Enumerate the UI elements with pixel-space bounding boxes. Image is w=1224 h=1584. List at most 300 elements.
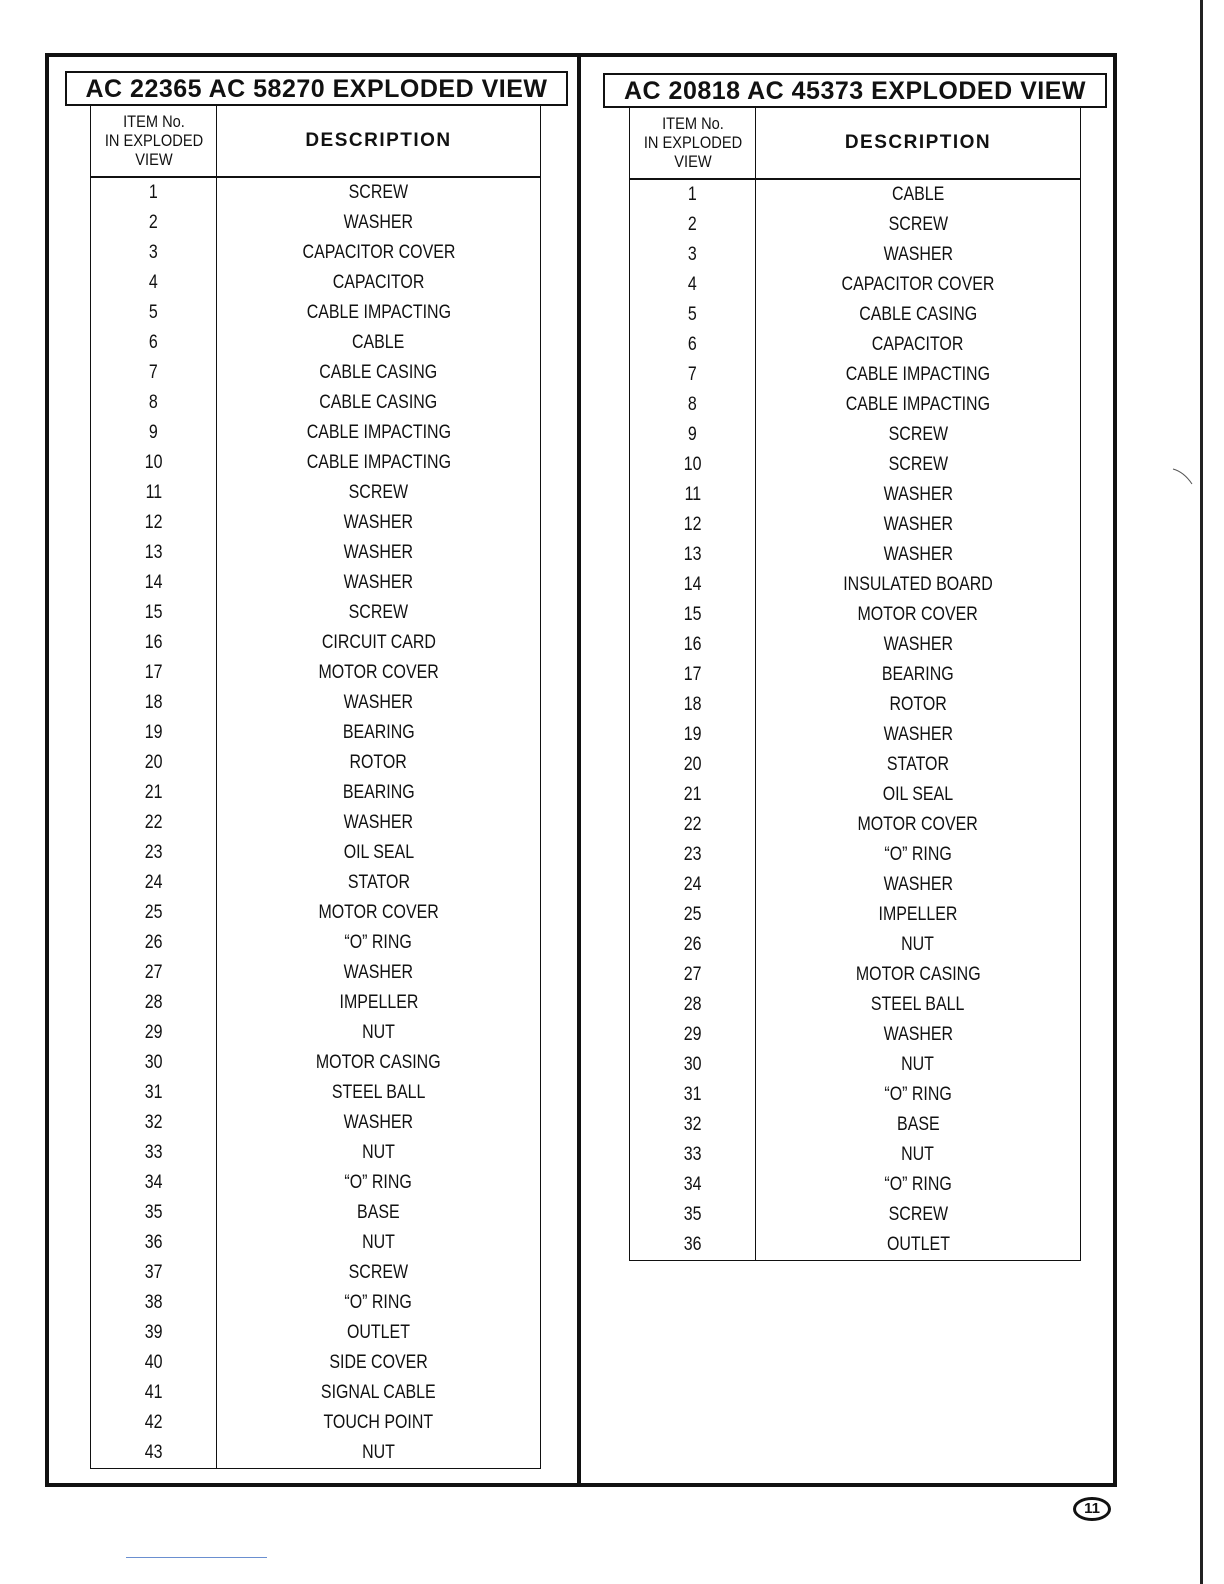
left-table-body: [91, 177, 541, 1469]
part-description: MOTOR CASING: [316, 1052, 441, 1073]
part-description: SIGNAL CABLE: [321, 1382, 436, 1403]
table-row: [630, 780, 1081, 810]
description-cell: [217, 688, 541, 718]
item-number-cell: [91, 1258, 217, 1288]
item-number-cell: [630, 1170, 756, 1200]
description-cell: [217, 838, 541, 868]
item-number: 12: [144, 512, 163, 533]
description-cell: [756, 1050, 1081, 1080]
item-number-cell: [91, 1168, 217, 1198]
part-description: NUT: [362, 1232, 395, 1253]
table-row: [91, 958, 541, 988]
part-description: CABLE IMPACTING: [306, 302, 451, 323]
part-description: MOTOR COVER: [857, 814, 979, 835]
left-panel-title: AC 22365 AC 58270 EXPLODED VIEW: [65, 71, 568, 106]
table-row: [91, 1078, 541, 1108]
table-row: [630, 360, 1081, 390]
part-description: BASE: [357, 1202, 400, 1223]
part-description: WASHER: [343, 812, 414, 833]
item-number-cell: [91, 1018, 217, 1048]
description-cell: [217, 868, 541, 898]
description-cell: [217, 1378, 541, 1408]
item-number: 30: [683, 1054, 702, 1075]
item-number-cell: [91, 508, 217, 538]
item-number-cell: [630, 1050, 756, 1080]
part-description: “O” RING: [344, 932, 413, 953]
part-description: SCREW: [888, 1204, 948, 1225]
item-number-cell: [91, 1108, 217, 1138]
item-number-cell: [630, 1230, 756, 1261]
part-description: MOTOR COVER: [857, 604, 979, 625]
part-description: WASHER: [883, 874, 953, 895]
item-number: 6: [688, 334, 697, 355]
item-number-cell: [91, 418, 217, 448]
item-number-cell: [91, 177, 217, 208]
part-description: OUTLET: [347, 1322, 410, 1343]
table-row: [630, 570, 1081, 600]
item-number-cell: [630, 990, 756, 1020]
table-row: [91, 658, 541, 688]
part-description: WASHER: [883, 514, 953, 535]
item-number-cell: [91, 988, 217, 1018]
part-description: SCREW: [888, 424, 948, 445]
description-cell: [756, 480, 1081, 510]
item-number-cell: [630, 1080, 756, 1110]
description-cell: [217, 1138, 541, 1168]
table-row: [91, 568, 541, 598]
part-description: ROTOR: [889, 694, 947, 715]
description-cell: [217, 748, 541, 778]
item-number: 31: [144, 1082, 163, 1103]
item-number: 23: [144, 842, 163, 863]
table-row: [91, 478, 541, 508]
table-row: [91, 748, 541, 778]
table-row: [630, 750, 1081, 780]
part-description: “O” RING: [884, 1084, 952, 1105]
item-number: 40: [144, 1352, 163, 1373]
table-row: [91, 177, 541, 208]
item-number-cell: [630, 570, 756, 600]
description-header: DESCRIPTION: [756, 107, 1081, 179]
table-row: [630, 600, 1081, 630]
item-number-cell: [91, 328, 217, 358]
item-number: 9: [149, 422, 158, 443]
description-cell: [756, 720, 1081, 750]
description-cell: [217, 1018, 541, 1048]
item-number: 24: [683, 874, 702, 895]
description-cell: [756, 540, 1081, 570]
part-description: OIL SEAL: [882, 784, 954, 805]
description-cell: [756, 840, 1081, 870]
table-row: [91, 1138, 541, 1168]
part-description: SCREW: [888, 214, 948, 235]
part-description: STEEL BALL: [331, 1082, 426, 1103]
part-description: BEARING: [342, 782, 415, 803]
item-number-cell: [630, 870, 756, 900]
item-number: 17: [683, 664, 702, 685]
table-row: [630, 960, 1081, 990]
item-number-cell: [630, 690, 756, 720]
description-cell: [756, 870, 1081, 900]
item-number: 1: [149, 182, 158, 203]
item-number: 14: [683, 574, 702, 595]
part-description: CABLE CASING: [319, 362, 438, 383]
item-number: 4: [688, 274, 697, 295]
table-row: [630, 1200, 1081, 1230]
table-row: [630, 1020, 1081, 1050]
description-cell: [217, 1168, 541, 1198]
item-number-cell: [91, 898, 217, 928]
item-number: 15: [683, 604, 702, 625]
item-number-cell: [91, 688, 217, 718]
description-cell: [756, 1170, 1081, 1200]
part-description: WASHER: [883, 244, 953, 265]
table-row: [91, 898, 541, 928]
item-number: 18: [144, 692, 163, 713]
item-number: 4: [149, 272, 158, 293]
item-number: 6: [149, 332, 158, 353]
item-number: 21: [683, 784, 702, 805]
item-number-cell: [630, 1020, 756, 1050]
description-cell: [756, 630, 1081, 660]
item-number-cell: [91, 1348, 217, 1378]
part-description: WASHER: [883, 484, 953, 505]
part-description: SCREW: [888, 454, 948, 475]
description-cell: [217, 1108, 541, 1138]
description-cell: [217, 568, 541, 598]
table-row: [630, 840, 1081, 870]
description-cell: [756, 390, 1081, 420]
description-cell: [217, 177, 541, 208]
part-description: CABLE IMPACTING: [845, 364, 991, 385]
description-cell: [756, 960, 1081, 990]
item-number: 30: [144, 1052, 163, 1073]
item-number-cell: [630, 540, 756, 570]
item-number: 1: [688, 184, 697, 205]
table-row: [91, 1408, 541, 1438]
table-row: [630, 630, 1081, 660]
description-cell: [217, 328, 541, 358]
part-description: ROTOR: [349, 752, 408, 773]
description-cell: [756, 660, 1081, 690]
page-edge-line: [1200, 0, 1203, 1584]
item-number-cell: [630, 390, 756, 420]
table-row: [91, 1258, 541, 1288]
part-description: NUT: [362, 1442, 395, 1463]
item-number-cell: [630, 1140, 756, 1170]
table-row: [91, 508, 541, 538]
description-cell: [217, 268, 541, 298]
part-description: SCREW: [348, 482, 409, 503]
table-row: [630, 870, 1081, 900]
item-number: 20: [683, 754, 702, 775]
part-description: WASHER: [883, 724, 953, 745]
part-description: NUT: [901, 1144, 935, 1165]
table-header-row: [91, 105, 541, 177]
part-description: SCREW: [348, 182, 409, 203]
part-description: CAPACITOR COVER: [841, 274, 995, 295]
part-description: CABLE CASING: [319, 392, 438, 413]
part-description: CAPACITOR COVER: [302, 242, 455, 263]
right-table-body: [630, 179, 1081, 1261]
item-number-cell: [630, 600, 756, 630]
item-number-cell: [630, 240, 756, 270]
item-number: 5: [688, 304, 697, 325]
table-row: [630, 450, 1081, 480]
header-line: VIEW: [134, 150, 173, 169]
description-cell: [756, 420, 1081, 450]
item-number: 17: [144, 662, 163, 683]
item-number-cell: [630, 840, 756, 870]
description-cell: [756, 510, 1081, 540]
part-description: WASHER: [343, 212, 414, 233]
description-cell: [756, 600, 1081, 630]
table-row: [91, 388, 541, 418]
table-row: [91, 418, 541, 448]
item-number-cell: [630, 510, 756, 540]
table-row: [91, 868, 541, 898]
description-cell: [217, 958, 541, 988]
description-cell: [756, 570, 1081, 600]
item-number: 32: [683, 1114, 702, 1135]
item-number: 15: [144, 602, 163, 623]
table-row: [91, 268, 541, 298]
item-number-cell: [91, 538, 217, 568]
right-parts-table: [629, 107, 1081, 1261]
table-row: [630, 1170, 1081, 1200]
table-row: [91, 598, 541, 628]
description-cell: [217, 778, 541, 808]
item-number-cell: [91, 268, 217, 298]
item-number-cell: [91, 208, 217, 238]
part-description: STEEL BALL: [871, 994, 965, 1015]
table-row: [630, 300, 1081, 330]
item-number: 10: [683, 454, 702, 475]
part-description: WASHER: [883, 544, 953, 565]
item-number-cell: [91, 748, 217, 778]
item-number-cell: [91, 1438, 217, 1469]
part-description: “O” RING: [884, 844, 952, 865]
table-row: [630, 1110, 1081, 1140]
part-description: WASHER: [343, 512, 414, 533]
description-cell: [217, 628, 541, 658]
table-row: [91, 808, 541, 838]
table-row: [91, 1438, 541, 1469]
table-row: [630, 330, 1081, 360]
table-row: [91, 328, 541, 358]
left-parts-table: [90, 105, 541, 1469]
item-number: 16: [683, 634, 702, 655]
table-row: [91, 358, 541, 388]
description-cell: [217, 1198, 541, 1228]
item-number: 24: [144, 872, 163, 893]
description-cell: [217, 1318, 541, 1348]
item-number-cell: [630, 930, 756, 960]
part-description: SCREW: [348, 602, 409, 623]
item-number-header: [99, 105, 207, 177]
part-description: CABLE IMPACTING: [306, 452, 451, 473]
item-number: 28: [144, 992, 163, 1013]
table-row: [630, 270, 1081, 300]
item-number-cell: [630, 960, 756, 990]
item-number-cell: [91, 598, 217, 628]
item-number-cell: [91, 838, 217, 868]
description-cell: [756, 1110, 1081, 1140]
description-cell: [217, 418, 541, 448]
item-number: 12: [683, 514, 702, 535]
description-cell: [756, 179, 1081, 210]
item-number: 26: [144, 932, 163, 953]
item-number: 33: [144, 1142, 163, 1163]
table-row: [630, 690, 1081, 720]
item-number-cell: [91, 658, 217, 688]
table-row: [91, 238, 541, 268]
item-number: 32: [144, 1112, 163, 1133]
part-description: WASHER: [343, 572, 414, 593]
item-number-cell: [630, 720, 756, 750]
part-description: STATOR: [886, 754, 950, 775]
item-number-cell: [630, 300, 756, 330]
table-row: [91, 1348, 541, 1378]
item-number-cell: [91, 1288, 217, 1318]
item-number-cell: [91, 868, 217, 898]
item-number: 38: [144, 1292, 163, 1313]
table-row: [91, 1048, 541, 1078]
table-row: [91, 298, 541, 328]
item-number-cell: [630, 450, 756, 480]
table-row: [630, 900, 1081, 930]
item-number-cell: [630, 330, 756, 360]
part-description: WASHER: [343, 542, 414, 563]
part-description: IMPELLER: [339, 992, 418, 1013]
item-number: 25: [683, 904, 702, 925]
item-number-header: [638, 107, 746, 179]
table-row: [630, 1080, 1081, 1110]
right-panel-title: AC 20818 AC 45373 EXPLODED VIEW: [603, 73, 1107, 108]
item-number: 9: [688, 424, 697, 445]
item-number: 3: [149, 242, 158, 263]
footer-rule: [126, 1557, 267, 1558]
description-cell: [756, 270, 1081, 300]
item-number-cell: [91, 1408, 217, 1438]
item-number-cell: [630, 179, 756, 210]
table-row: [91, 778, 541, 808]
description-cell: [217, 1258, 541, 1288]
part-description: BASE: [896, 1114, 940, 1135]
description-cell: [217, 598, 541, 628]
part-description: WASHER: [883, 1024, 953, 1045]
table-row: [630, 480, 1081, 510]
item-number: 13: [144, 542, 163, 563]
item-number: 5: [149, 302, 158, 323]
description-cell: [217, 538, 541, 568]
header-line: IN EXPLODED: [104, 131, 203, 150]
part-description: OUTLET: [886, 1234, 950, 1255]
description-cell: [217, 1408, 541, 1438]
description-cell: [217, 658, 541, 688]
description-cell: [756, 1020, 1081, 1050]
item-number-cell: [91, 478, 217, 508]
description-cell: [217, 1228, 541, 1258]
part-description: MOTOR COVER: [318, 902, 439, 923]
item-number: 29: [683, 1024, 702, 1045]
description-cell: [217, 478, 541, 508]
part-description: NUT: [362, 1142, 395, 1163]
header-line: ITEM No.: [122, 112, 185, 131]
item-number-cell: [630, 810, 756, 840]
item-number-cell: [630, 660, 756, 690]
part-description: “O” RING: [884, 1174, 952, 1195]
part-description: NUT: [362, 1022, 395, 1043]
table-row: [630, 930, 1081, 960]
part-description: “O” RING: [344, 1172, 413, 1193]
part-description: CABLE: [891, 184, 945, 205]
part-description: CABLE CASING: [859, 304, 977, 325]
description-cell: [217, 718, 541, 748]
item-number-cell: [630, 900, 756, 930]
description-cell: [756, 1140, 1081, 1170]
description-cell: [756, 330, 1081, 360]
description-cell: [756, 1230, 1081, 1261]
table-row: [91, 1108, 541, 1138]
description-cell: [756, 780, 1081, 810]
item-number: 23: [683, 844, 702, 865]
item-number: 20: [144, 752, 163, 773]
description-cell: [756, 930, 1081, 960]
part-description: SIDE COVER: [329, 1352, 428, 1373]
item-number-cell: [91, 1378, 217, 1408]
item-number: 33: [683, 1144, 702, 1165]
table-row: [91, 1018, 541, 1048]
table-row: [91, 928, 541, 958]
item-number: 34: [144, 1172, 163, 1193]
item-number: 16: [144, 632, 163, 653]
item-number: 36: [144, 1232, 163, 1253]
part-description: “O” RING: [344, 1292, 413, 1313]
table-row: [91, 1168, 541, 1198]
table-header-row: [630, 107, 1081, 179]
table-row: [630, 990, 1081, 1020]
item-number: 27: [683, 964, 702, 985]
table-row: [630, 1050, 1081, 1080]
part-description: BEARING: [342, 722, 415, 743]
table-row: [91, 448, 541, 478]
item-number-cell: [91, 1198, 217, 1228]
table-row: [91, 838, 541, 868]
part-description: CABLE: [352, 332, 405, 353]
item-number-cell: [630, 1200, 756, 1230]
description-cell: [217, 988, 541, 1018]
header-line: VIEW: [673, 152, 712, 171]
description-cell: [756, 240, 1081, 270]
table-row: [630, 660, 1081, 690]
table-row: [630, 420, 1081, 450]
scan-artifact-mark: [1172, 468, 1194, 486]
table-row: [630, 1230, 1081, 1261]
part-description: NUT: [901, 934, 935, 955]
part-description: WASHER: [883, 634, 953, 655]
item-number: 11: [145, 482, 162, 503]
description-header: DESCRIPTION: [217, 105, 541, 177]
item-number-cell: [91, 1318, 217, 1348]
description-cell: [756, 990, 1081, 1020]
item-number: 7: [688, 364, 697, 385]
description-cell: [217, 238, 541, 268]
table-row: [91, 1288, 541, 1318]
item-number-cell: [91, 298, 217, 328]
item-number: 35: [144, 1202, 163, 1223]
part-description: MOTOR COVER: [318, 662, 439, 683]
